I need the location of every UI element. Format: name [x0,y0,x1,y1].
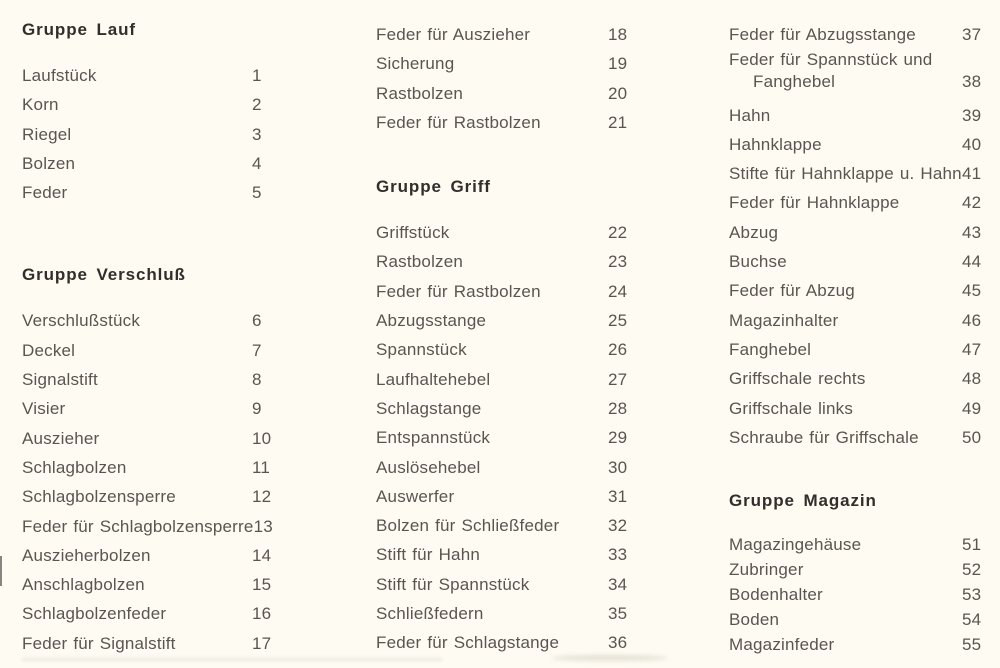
part-name: Schlagstange [376,398,482,418]
parts-list-item [376,599,630,628]
part-number: 54 [962,610,982,630]
parts-list-item [376,20,630,49]
parts-list-item [729,20,985,49]
parts-list-item [729,335,985,364]
part-number: 6 [252,311,262,331]
parts-list-item [729,276,985,305]
part-number: 13 [253,516,273,536]
parts-list-item [22,453,272,482]
part-name: Signalstift [22,370,98,390]
part-name: Feder für Rastbolzen [376,112,541,132]
part-number: 32 [608,516,628,536]
parts-list-item [376,453,630,482]
part-number: 10 [252,428,272,448]
part-name: Hahnklappe [729,134,822,154]
part-name-line2-row [729,71,985,93]
part-number: 2 [252,95,262,115]
part-name: Griffstück [376,223,450,243]
part-number: 36 [608,633,628,653]
part-name: Auslösehebel [376,457,481,477]
part-name: Feder für Schlagstange [376,633,560,653]
part-number: 16 [252,604,272,624]
part-name: Schraube für Griffschale [729,427,919,447]
part-name: Rastbolzen [376,252,464,272]
part-name: Abzug [729,222,779,242]
parts-list-item [22,120,272,149]
part-number: 45 [962,281,982,301]
part-number: 55 [962,635,982,655]
parts-list-item [22,61,272,90]
parts-list-item [729,101,985,130]
part-number: 19 [608,54,628,74]
part-number: 41 [962,164,982,184]
parts-list-item [729,394,985,423]
part-number: 8 [252,370,262,390]
part-name: Feder für Rastbolzen [376,281,541,301]
parts-list-item [376,482,630,511]
part-number: 40 [962,134,982,154]
group-header: Gruppe Verschluß [22,265,186,285]
part-name: Magazingehäuse [729,535,862,555]
part-number: 9 [252,399,262,419]
part-name: Schlagbolzensperre [22,487,176,507]
part-number: 49 [962,398,982,418]
part-name: Feder [22,183,68,203]
part-name: Boden [729,610,780,630]
part-name: Bolzen [22,153,76,173]
part-number: 7 [252,340,262,360]
part-number: 31 [608,486,628,506]
part-number: 23 [608,252,628,272]
part-number: 24 [608,281,628,301]
part-name: Riegel [22,124,72,144]
part-number: 51 [962,535,982,555]
parts-list-item [729,188,985,217]
parts-list-item [22,336,272,365]
parts-list-item [22,629,272,658]
part-number: 42 [962,193,982,213]
part-number: 20 [608,83,628,103]
part-number: 50 [962,427,982,447]
parts-list-item [376,540,630,569]
parts-group [376,20,630,137]
parts-column-3 [729,0,985,657]
parts-list-item [729,159,985,188]
part-number: 39 [962,105,982,125]
part-number: 21 [608,112,628,132]
part-name: Griffschale links [729,398,854,418]
group-header: Gruppe Magazin [729,491,877,511]
part-name: Rastbolzen [376,83,464,103]
parts-list-item [729,532,985,557]
part-number: 30 [608,457,628,477]
part-name: Magazinfeder [729,635,835,655]
part-name: Stift für Spannstück [376,574,530,594]
part-name: Feder für Hahnklappe [729,193,900,213]
parts-list-item [22,512,272,541]
part-number: 4 [252,153,262,173]
part-number: 38 [962,72,982,92]
part-name: Sicherung [376,54,455,74]
part-number: 25 [608,311,628,331]
part-number: 12 [252,487,272,507]
parts-list-item [729,218,985,247]
group-header: Gruppe Lauf [22,20,136,39]
part-name: Bodenhalter [729,585,823,605]
part-name: Hahn [729,105,771,125]
parts-list-item [376,335,630,364]
part-name: Auswerfer [376,486,455,506]
part-name: Deckel [22,340,76,360]
part-number: 34 [608,574,628,594]
part-name: Stift für Hahn [376,545,481,565]
parts-list-item [376,79,630,108]
parts-list-item [22,570,272,599]
part-number: 37 [962,25,982,44]
scan-edge-artifact [0,556,2,586]
parts-list-item [376,277,630,306]
parts-list-item [22,424,272,453]
part-number: 27 [608,369,628,389]
parts-column-1 [22,0,272,658]
part-name-line2: Fanghebel [753,72,836,92]
group-header: Gruppe Griff [376,177,491,197]
parts-list-item [22,365,272,394]
part-number: 29 [608,428,628,448]
part-number: 18 [608,25,628,44]
parts-list-item [376,423,630,452]
parts-list-item [729,632,985,657]
parts-list-item [22,178,272,207]
parts-list-item [729,247,985,276]
part-number: 48 [962,369,982,389]
part-name: Stifte für Hahnklappe u. Hahn [729,164,962,184]
parts-list-item [22,599,272,628]
part-number: 22 [608,223,628,243]
part-number: 53 [962,585,982,605]
parts-group [729,491,985,657]
part-name: Buchse [729,252,787,272]
part-number: 5 [252,183,262,203]
part-name: Feder für Abzugsstange [729,25,916,44]
part-number: 33 [608,545,628,565]
parts-list-item [22,394,272,423]
part-name: Auszieher [22,428,100,448]
parts-list-item [729,423,985,452]
part-name: Zubringer [729,560,804,580]
parts-list-item [729,130,985,159]
parts-list-item [376,511,630,540]
parts-list-item [376,306,630,335]
part-name: Abzugsstange [376,311,487,331]
part-number: 26 [608,340,628,360]
part-name-line1: Feder für Spannstück und [729,50,933,70]
part-name: Spannstück [376,340,467,360]
part-number: 17 [252,633,272,653]
part-number: 47 [962,339,982,359]
parts-column-2 [376,0,630,658]
parts-list-item [376,108,630,137]
part-name: Schlagbolzenfeder [22,604,167,624]
part-number: 28 [608,398,628,418]
part-name: Visier [22,399,66,419]
part-number: 15 [252,575,272,595]
parts-list-item [376,628,630,657]
part-name: Anschlagbolzen [22,575,145,595]
part-number: 14 [252,545,272,565]
part-name: Magazinhalter [729,310,839,330]
part-number: 46 [962,310,982,330]
part-name: Feder für Schlagbolzensperre [22,516,254,536]
parts-list-item [22,541,272,570]
parts-list-item [729,607,985,632]
parts-list-item [376,218,630,247]
parts-list-item [729,582,985,607]
parts-group [22,265,272,658]
parts-list-item [376,247,630,276]
part-name: Laufstück [22,66,97,85]
scan-smudge [22,658,442,661]
part-name: Schlagbolzen [22,457,127,477]
part-number: 1 [252,66,262,85]
scan-smudge [552,655,667,661]
parts-list-item [376,365,630,394]
part-name: Laufhaltehebel [376,369,491,389]
parts-group [22,20,272,207]
parts-list-item [729,364,985,393]
part-name: Verschlußstück [22,311,141,331]
parts-group [729,20,985,452]
part-number: 35 [608,604,628,624]
parts-list-item [376,49,630,78]
part-number: 11 [252,457,271,477]
parts-group [376,177,630,657]
part-name: Entspannstück [376,428,491,448]
part-name: Korn [22,95,59,115]
parts-list-item [22,90,272,119]
parts-list-item [22,306,272,335]
part-number: 44 [962,252,982,272]
part-name: Feder für Abzug [729,281,855,301]
part-name: Feder für Signalstift [22,633,176,653]
part-number: 43 [962,222,982,242]
part-name: Bolzen für Schließfeder [376,516,560,536]
parts-list-item [22,482,272,511]
parts-list-item [376,570,630,599]
parts-list-item [729,49,985,100]
part-name: Auszieherbolzen [22,545,151,565]
part-name: Schließfedern [376,604,484,624]
parts-list-item [22,149,272,178]
part-number: 3 [252,124,262,144]
part-name: Feder für Auszieher [376,25,531,44]
parts-list-item [376,394,630,423]
part-name: Fanghebel [729,339,812,359]
part-name: Griffschale rechts [729,369,866,389]
parts-list-item [729,557,985,582]
part-number: 52 [962,560,982,580]
parts-list-item [729,306,985,335]
